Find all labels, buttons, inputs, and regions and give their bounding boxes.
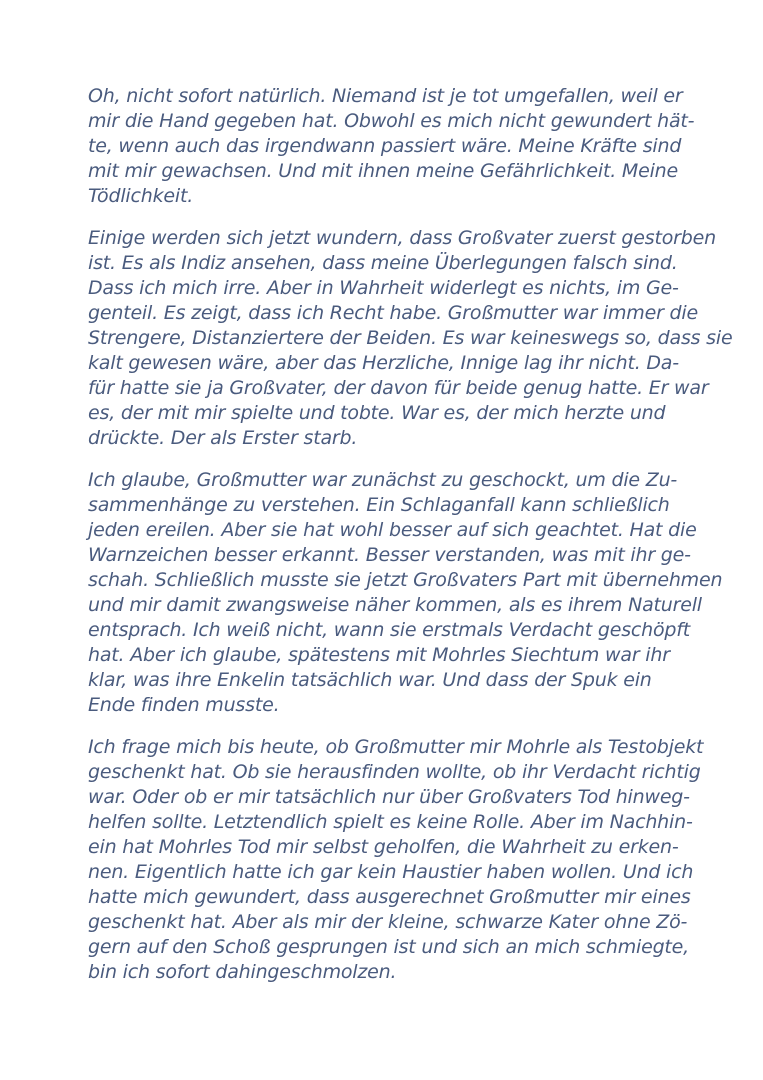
text-line: Ich frage mich bis heute, ob Großmutter mir Mohrle als Testobjekt [88,736,704,758]
text-line: und mir damit zwangsweise näher kommen, als es ihrem Naturell [88,594,702,616]
text-line: entsprach. Ich weiß nicht, wann sie erstmals Verdacht geschöpft [88,619,691,641]
text-line: jeden ereilen. Aber sie hat wohl besser auf sich geachtet. Hat die [88,519,697,541]
text-line: Dass ich mich irre. Aber in Wahrheit widerlegt es nichts, im Ge- [88,277,679,299]
paragraph [88,226,735,451]
text-line: bin ich sofort dahingeschmolzen. [88,961,397,983]
text-line: Ende finden musste. [88,694,280,716]
text-line: Strengere, Distanziertere der Beiden. Es war keineswegs so, dass sie [88,327,733,349]
text-line: klar, was ihre Enkelin tatsächlich war. Und dass der Spuk ein [88,669,652,691]
text-line: schah. Schließlich musste sie jetzt Großvaters Part mit übernehmen [88,569,723,591]
text-line: sammenhänge zu verstehen. Ein Schlaganfall kann schließlich [88,494,670,516]
text-line: nen. Eigentlich hatte ich gar kein Haustier haben wollen. Und ich [88,861,694,883]
paragraph [88,84,735,209]
text-line: genteil. Es zeigt, dass ich Recht habe. Großmutter war immer die [88,302,698,324]
text-line: Oh, nicht sofort natürlich. Niemand ist je tot umgefallen, weil er [88,85,683,107]
text-line: geschenkt hat. Aber als mir der kleine, schwarze Kater ohne Zö- [88,911,688,933]
text-line: ist. Es als Indiz ansehen, dass meine Überlegungen falsch sind. [88,252,678,274]
text-line: drückte. Der als Erster starb. [88,427,358,449]
text-line: te, wenn auch das irgendwann passiert wäre. Meine Kräfte sind [88,135,682,157]
text-line: kalt gewesen wäre, aber das Herzliche, Innige lag ihr nicht. Da- [88,352,679,374]
text-line: es, der mit mir spielte und tobte. War es, der mich herzte und [88,402,666,424]
paragraph [88,735,735,985]
text-line: mit mir gewachsen. Und mit ihnen meine Gefährlichkeit. Meine [88,160,678,182]
text-line: Tödlichkeit. [88,185,194,207]
paragraph [88,468,735,718]
text-line: hat. Aber ich glaube, spätestens mit Mohrles Siechtum war ihr [88,644,670,666]
text-line: hatte mich gewundert, dass ausgerechnet Großmutter mir eines [88,886,691,908]
text-line: Warnzeichen besser erkannt. Besser verstanden, was mit ihr ge- [88,544,691,566]
text-line: helfen sollte. Letztendlich spielt es keine Rolle. Aber im Nachhin- [88,811,693,833]
text-line: gern auf den Schoß gesprungen ist und sich an mich schmiegte, [88,936,690,958]
text-line: mir die Hand gegeben hat. Obwohl es mich nicht gewundert hät- [88,110,695,132]
text-line: geschenkt hat. Ob sie herausfinden wollte, ob ihr Verdacht richtig [88,761,701,783]
text-line: für hatte sie ja Großvater, der davon für beide genug hatte. Er war [88,377,709,399]
text-line: Einige werden sich jetzt wundern, dass Großvater zuerst gestorben [88,227,716,249]
text-line: ein hat Mohrles Tod mir selbst geholfen, die Wahrheit zu erken- [88,836,679,858]
text-line: Ich glaube, Großmutter war zunächst zu geschockt, um die Zu- [88,469,678,491]
text-line: war. Oder ob er mir tatsächlich nur über Großvaters Tod hinweg- [88,786,690,808]
